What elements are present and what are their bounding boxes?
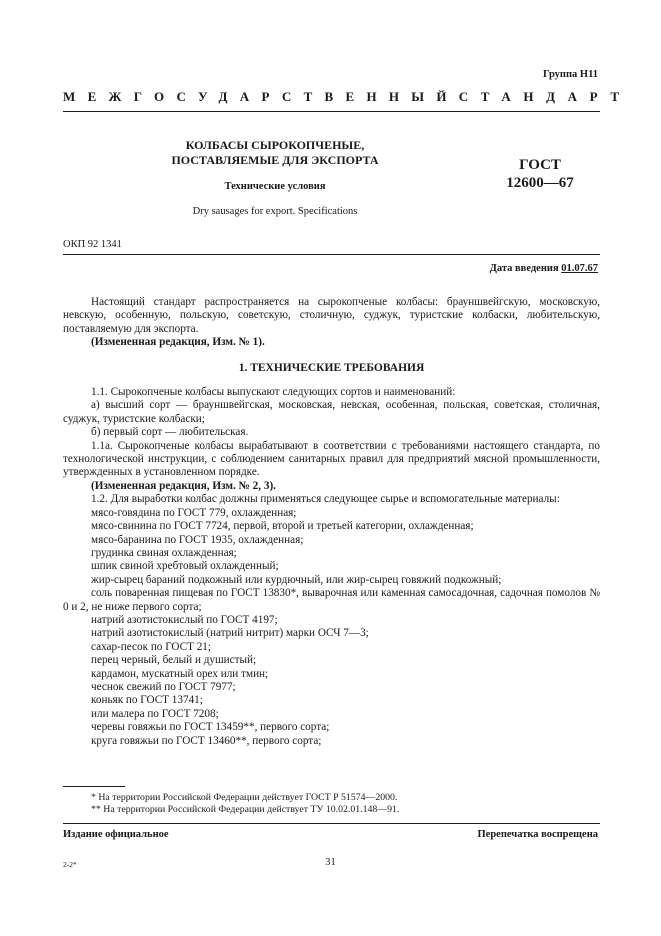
footnote-2-text: ** На территории Российской Федерации действует ТУ 10.02.01.148—91. [91, 804, 400, 815]
list-item: сахар-песок по ГОСТ 21; [91, 640, 211, 653]
clause-1-2: 1.2. Для выработки колбас должны применяться следующее сырье и вспомогательные материалы: [91, 493, 560, 506]
gost-number [490, 156, 590, 192]
standard-banner [63, 89, 632, 104]
okp-rule [63, 254, 600, 255]
list-item: кардамон, мускатный орех или тмин; [91, 667, 269, 680]
group-label: Группа Н11 [542, 69, 598, 80]
list-item: коньяк по ГОСТ 13741; [91, 694, 203, 707]
date-value: 01.07.67 [561, 263, 598, 274]
list-item: мясо-свинина по ГОСТ 7724, первой, второй и третьей категории, охлажденная; [91, 520, 474, 533]
okp-code: ОКП 92 1341 [63, 239, 122, 250]
print-code: 2-2* [63, 860, 77, 869]
list-item: или малера по ГОСТ 7208; [91, 707, 219, 720]
footnote-1-text: * На территории Российской Федерации действует ГОСТ Р 51574—2000. [91, 792, 398, 803]
date-label: Дата введения [489, 263, 559, 274]
list-item: соль поваренная пищевая по ГОСТ 13830*, выварочная или каменная самосадочная, садочная помолов № 0 и 2, не ниже первого сорта; [63, 587, 600, 613]
list-item: натрий азотистокислый по ГОСТ 4197; [91, 613, 278, 626]
official-edition: Издание официальное [63, 829, 169, 840]
scope-paragraph: Настоящий стандарт распространяется на сырокопченые колбасы: брауншвейгскую, московскую, невскую, особенную, польскую, советскую, столичную, суджук, туристские колбаски, любительскую, поставляемую для экспорта. [63, 296, 600, 335]
list-item: перец черный, белый и душистый; [91, 654, 257, 667]
list-item: круга говяжьи по ГОСТ 13460**, первого сорта; [91, 734, 322, 747]
clause-1-1-b: б) первый сорт — любительская. [91, 426, 249, 439]
title-block [150, 138, 400, 219]
amendment-note-1: (Измененная редакция, Изм. № 1). [91, 336, 265, 349]
list-item: чеснок свежий по ГОСТ 7977; [91, 680, 236, 693]
section-heading: 1. ТЕХНИЧЕСКИЕ ТРЕБОВАНИЯ [238, 361, 425, 374]
clause-1-1: 1.1. Сырокопченые колбасы выпускают следующих сортов и наименований: [91, 386, 456, 399]
subtitle: Технические условия [224, 181, 326, 192]
clause-1-1-a: а) высший сорт — брауншвейгская, московская, невская, особенная, польская, советская, столичная, суджук, туристские колбаски; [63, 399, 600, 425]
clause-1-1a: 1.1а. Сырокопченые колбасы вырабатывают в соответствии с требованиями настоящего стандарта, по технологической инструкции, с соблюдением санитарных правил для предприятий мясной промышленности, утвержденных в установленном порядке. [63, 439, 600, 479]
banner-interstate: МЕЖГОСУДАРСТВЕННЫЙ [63, 89, 459, 104]
footnote-2 [63, 804, 600, 816]
document-body [63, 296, 600, 748]
english-title: Dry sausages for export. Specifications [192, 206, 358, 218]
footer-rule [63, 823, 600, 824]
page-number: 31 [325, 857, 336, 868]
list-item: черевы говяжьи по ГОСТ 13459**, первого сорта; [91, 721, 330, 734]
header-rule [63, 111, 600, 112]
footnote-1 [63, 792, 600, 804]
list-item: натрий азотистокислый (натрий нитрит) марки ОСЧ 7—3; [91, 627, 369, 640]
title-line-1: КОЛБАСЫ СЫРОКОПЧЕНЫЕ, [185, 138, 365, 152]
list-item: жир-сырец бараний подкожный или курдючный, или жир-сырец говяжий подкожный; [91, 573, 502, 586]
effective-date [490, 262, 598, 275]
list-item: мясо-баранина по ГОСТ 1935, охлажденная; [91, 533, 304, 546]
title-line-2: ПОСТАВЛЯЕМЫЕ ДЛЯ ЭКСПОРТА [171, 152, 379, 167]
list-item: мясо-говядина по ГОСТ 779, охлажденная; [91, 506, 297, 519]
banner-standard: СТАНДАРТ [458, 89, 632, 104]
amendment-note-2: (Измененная редакция, Изм. № 2, 3). [91, 479, 276, 492]
gost-label: ГОСТ [519, 157, 561, 173]
list-item: грудинка свиная охлажденная; [91, 546, 237, 559]
gost-code: 12600—67 [506, 175, 574, 191]
footnote-rule [63, 786, 125, 787]
list-item: шпик свиной хребтовый охлажденный; [91, 560, 279, 573]
reprint-prohibited: Перепечатка воспрещена [477, 829, 598, 840]
